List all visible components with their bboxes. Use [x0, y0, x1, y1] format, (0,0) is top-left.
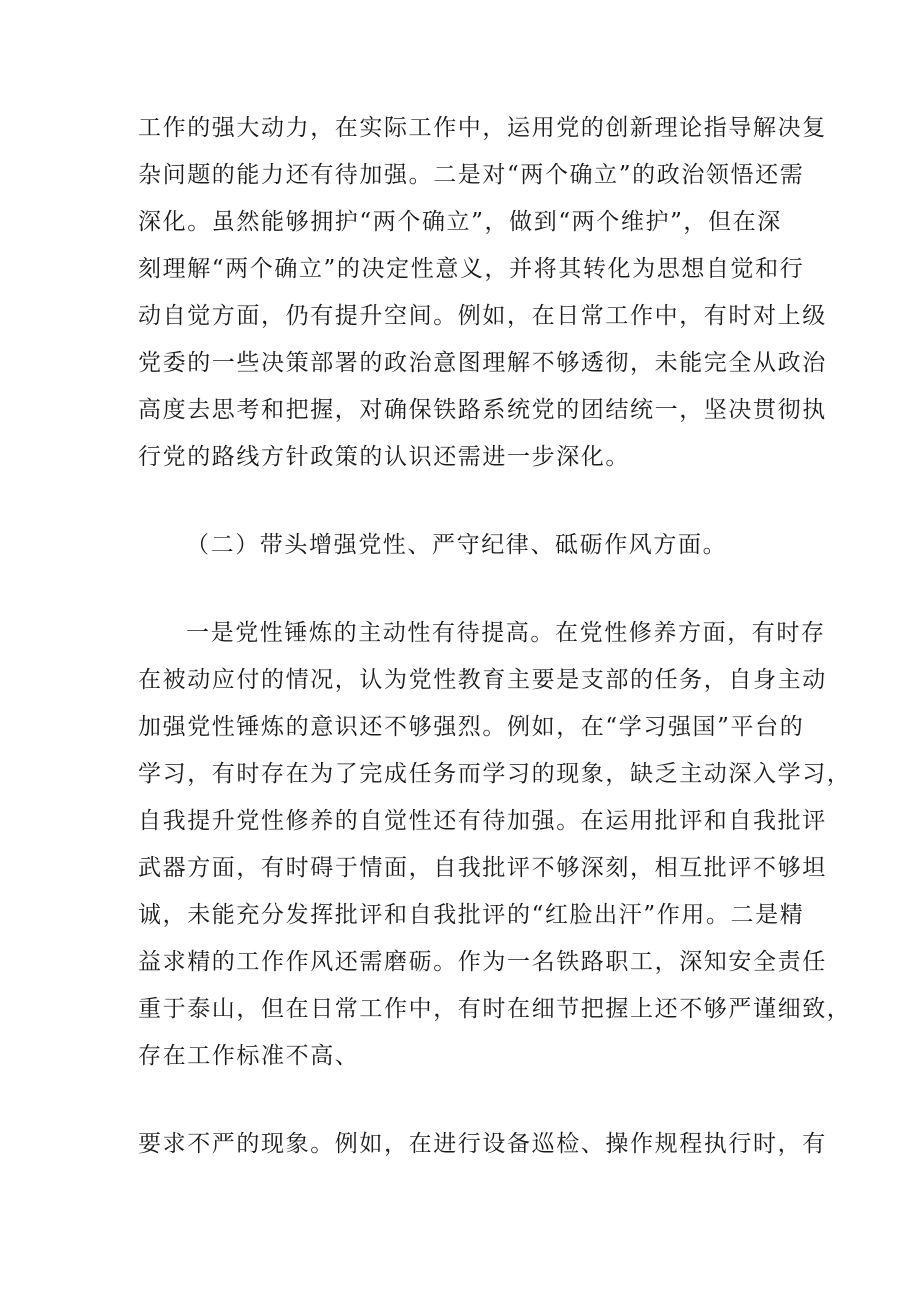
- text-line: 要求不严的现象。例如，在进行设备巡检、操作规程执行时，有: [138, 1131, 827, 1157]
- text-line: 行党的路线方针政策的认识还需进一步深化。: [138, 444, 630, 470]
- text-line: 杂问题的能力还有待加强。二是对“两个确立”的政治领悟还需: [138, 162, 805, 188]
- text-line: 动自觉方面，仍有提升空间。例如，在日常工作中，有时对上级: [138, 303, 827, 329]
- text-line: 深化。虽然能够拥护“两个确立”，做到“两个维护”，但在深: [138, 209, 782, 235]
- text-line: 在被动应付的情况，认为党性教育主要是支部的任务，自身主动: [138, 667, 827, 693]
- text-line: 学习，有时存在为了完成任务而学习的现象，缺乏主动深入学习，: [138, 761, 852, 787]
- text-line: 党委的一些决策部署的政治意图理解不够透彻，未能完全从政治: [138, 350, 827, 376]
- text-line: 工作的强大动力，在实际工作中，运用党的创新理论指导解决复: [138, 115, 827, 141]
- text-line: 益求精的工作作风还需磨砺。作为一名铁路职工，深知安全责任: [138, 949, 827, 975]
- text-line: 武器方面，有时碍于情面，自我批评不够深刻，相互批评不够坦: [138, 855, 827, 881]
- text-line: 诚，未能充分发挥批评和自我批评的“红脸出汗”作用。二是精: [138, 902, 805, 928]
- text-line: 自我提升党性修养的自觉性还有待加强。在运用批评和自我批评: [138, 808, 827, 834]
- text-line: 刻理解“两个确立”的决定性意义，并将其转化为思想自觉和行: [138, 256, 805, 282]
- text-line: 存在工作标准不高、: [138, 1043, 360, 1069]
- text-line: 加强党性锤炼的意识还不够强烈。例如，在“学习强国”平台的: [138, 714, 805, 740]
- text-line: 高度去思考和把握，对确保铁路系统党的团结统一，坚决贯彻执: [138, 397, 827, 423]
- section-heading: （二）带头增强党性、严守纪律、砥砺作风方面。: [186, 532, 728, 558]
- text-line: 重于泰山，但在日常工作中，有时在细节把握上还不够严谨细致，: [138, 996, 852, 1022]
- text-line: 一是党性锤炼的主动性有待提高。在党性修养方面，有时存: [186, 620, 826, 646]
